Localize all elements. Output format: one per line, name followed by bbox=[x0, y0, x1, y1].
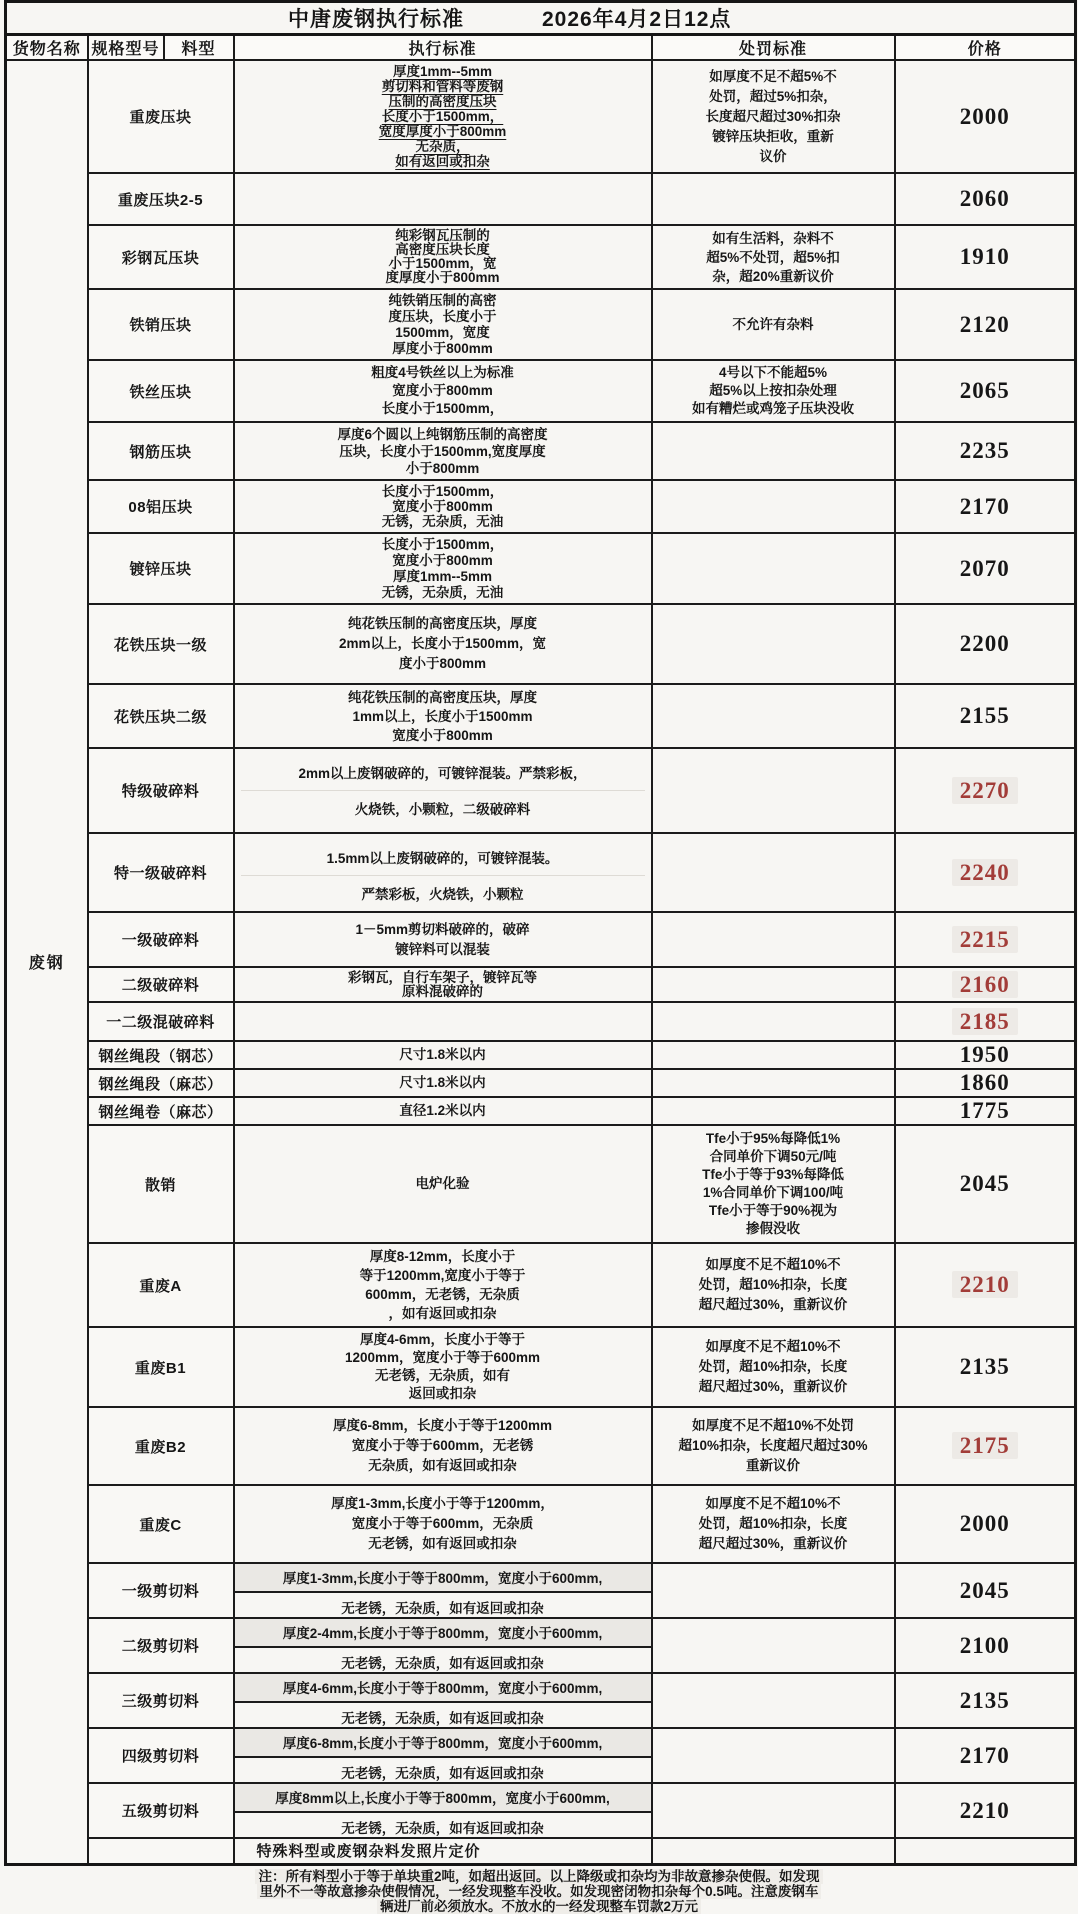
price-value: 2155 bbox=[959, 703, 1010, 728]
table-row bbox=[6, 289, 1076, 360]
table-row bbox=[6, 1097, 1076, 1125]
cell-text-line: 超尺超过30%，重新议价 bbox=[698, 1297, 848, 1312]
exec-standard-cell bbox=[234, 1097, 652, 1125]
cell-text-line: 无杂质，如有返回或扣杂 bbox=[368, 1458, 517, 1473]
table-row bbox=[6, 225, 1076, 289]
cell-text-line: 严禁彩板，火烧铁，小颗粒 bbox=[361, 887, 524, 902]
cell-text-line: 无老锈，无杂质，如有 bbox=[375, 1368, 510, 1383]
table-row bbox=[6, 360, 1076, 422]
cell-text-line: 宽度小于800mm bbox=[392, 727, 493, 743]
col-header-exec-standard: 执行标准 bbox=[234, 35, 652, 61]
cell-text-line: 1.5mm以上废钢破碎的，可镀锌混装。 bbox=[241, 840, 645, 876]
exec-standard-cell bbox=[234, 422, 652, 480]
cell-text-line: 超5%不处罚，超5%扣 bbox=[706, 249, 840, 265]
cell-text-line: 处罚，超10%扣杂，长度 bbox=[698, 1277, 848, 1292]
cell-text-line: 4号以下不能超5% bbox=[718, 365, 828, 380]
material-type-cell: 彩钢瓦压块 bbox=[88, 225, 234, 289]
price-cell bbox=[895, 422, 1076, 480]
cell-text-line: 无老锈，如有返回或扣杂 bbox=[368, 1536, 517, 1551]
exec-standard-cell bbox=[234, 604, 652, 684]
special-pricing-cell: 特殊料型或废钢杂料发照片定价 bbox=[234, 1838, 652, 1864]
table-row bbox=[6, 1327, 1076, 1407]
table-row bbox=[6, 1728, 1076, 1783]
penalty-standard-cell bbox=[652, 912, 895, 967]
cell-text-line: 小于1500mm，宽 bbox=[388, 256, 497, 271]
penalty-standard-cell bbox=[652, 225, 895, 289]
price-cell bbox=[895, 360, 1076, 422]
exec-standard-cell bbox=[234, 1618, 652, 1673]
material-type-cell: 二级剪切料 bbox=[88, 1618, 234, 1673]
price-value: 2135 bbox=[959, 1354, 1010, 1379]
material-type-cell: 散销 bbox=[88, 1125, 234, 1243]
penalty-standard-cell bbox=[652, 1563, 895, 1618]
price-value: 2045 bbox=[959, 1171, 1010, 1196]
table-row bbox=[6, 480, 1076, 533]
cell-text-line: 纯彩钢瓦压制的 bbox=[395, 228, 490, 243]
footnote-line: 辆进厂前必须放水。不放水的一经发现整车罚款2万元 bbox=[4, 1899, 1074, 1914]
price-cell bbox=[895, 225, 1076, 289]
price-cell bbox=[895, 173, 1076, 225]
penalty-standard-cell bbox=[652, 360, 895, 422]
penalty-standard-cell bbox=[652, 422, 895, 480]
price-cell bbox=[895, 604, 1076, 684]
material-type-cell: 钢丝绳段（麻芯） bbox=[88, 1069, 234, 1097]
table-row bbox=[6, 1783, 1076, 1838]
material-type-cell: 重废压块 bbox=[88, 60, 234, 173]
material-type-cell: 特一级破碎料 bbox=[88, 833, 234, 912]
table-row bbox=[6, 833, 1076, 912]
cell-text-line: 厚度4-6mm，长度小于等于 bbox=[359, 1332, 526, 1347]
table-row bbox=[6, 604, 1076, 684]
cell-text-line: 议价 bbox=[759, 148, 787, 164]
price-cell bbox=[895, 684, 1076, 748]
price-value: 2065 bbox=[959, 378, 1010, 403]
price-cell bbox=[895, 1673, 1076, 1728]
material-type-cell: 重废B2 bbox=[88, 1407, 234, 1485]
cell-text-line: 彩钢瓦，自行车架子，镀锌瓦等 bbox=[348, 969, 537, 985]
table-row bbox=[6, 60, 1076, 173]
cell-text-line: 600mm，无老锈，无杂质 bbox=[365, 1287, 520, 1302]
cell-text-line: 厚度2-4mm,长度小于等于800mm，宽度小于600mm, bbox=[235, 1619, 651, 1648]
table-row bbox=[6, 1069, 1076, 1097]
exec-standard-cell bbox=[234, 225, 652, 289]
cell-text-line: 电炉化验 bbox=[415, 1176, 470, 1191]
price-cell bbox=[895, 1563, 1076, 1618]
cell-text-line: 长度小于1500mm， bbox=[381, 109, 504, 124]
material-type-cell: 重废压块2-5 bbox=[88, 173, 234, 225]
cell-text-line: 长度超尺超过30%扣杂 bbox=[705, 108, 841, 124]
cell-text-line: 如有生活料，杂料不 bbox=[712, 230, 834, 246]
cell-text-line: 超10%扣杂，长度超尺超过30% bbox=[678, 1438, 868, 1453]
footnote-line: 注：所有料型小于等于单块重2吨，如超出返回。以上降级或扣杂均为非故意掺杂使假。如发现 bbox=[4, 1869, 1074, 1884]
material-type-cell: 重废A bbox=[88, 1243, 234, 1327]
penalty-standard-cell bbox=[652, 967, 895, 1002]
cell-text-line: 厚度6-8mm,长度小于等于800mm，宽度小于600mm, bbox=[235, 1729, 651, 1758]
footnotes bbox=[4, 1866, 1074, 1914]
cell-text-line: 镀锌压块拒收，重新 bbox=[712, 128, 834, 144]
exec-standard-cell bbox=[234, 967, 652, 1002]
exec-standard-cell bbox=[234, 360, 652, 422]
price-cell bbox=[895, 1097, 1076, 1125]
cell-text-line: 如厚度不足不超10%不 bbox=[705, 1339, 841, 1354]
cell-text-line: 无老锈，无杂质，如有返回或扣杂 bbox=[341, 1821, 544, 1836]
cell-text-line: 厚度小于800mm bbox=[392, 340, 493, 356]
price-cell bbox=[895, 533, 1076, 604]
penalty-standard-cell bbox=[652, 533, 895, 604]
cell-text-line: 厚度1mm--5mm bbox=[392, 64, 493, 79]
price-sheet bbox=[4, 0, 1074, 1914]
material-type-cell: 一级破碎料 bbox=[88, 912, 234, 967]
price-value: 1910 bbox=[959, 244, 1010, 269]
goods-category-cell: 废钢 bbox=[6, 60, 88, 1864]
penalty-standard-cell bbox=[652, 1673, 895, 1728]
table-row bbox=[6, 1125, 1076, 1243]
price-value: 2235 bbox=[959, 438, 1010, 463]
cell-text-line: 厚度1-3mm,长度小于等于800mm，宽度小于600mm, bbox=[235, 1564, 651, 1593]
cell-text-line: 超尺超过30%，重新议价 bbox=[698, 1536, 848, 1551]
table-row bbox=[6, 1407, 1076, 1485]
exec-standard-cell bbox=[234, 1125, 652, 1243]
cell-text-line: 如有糟烂或鸡笼子压块没收 bbox=[692, 401, 854, 416]
material-type-cell: 一二级混破碎料 bbox=[88, 1002, 234, 1041]
exec-standard-cell bbox=[234, 1563, 652, 1618]
penalty-standard-cell bbox=[652, 1485, 895, 1563]
price-cell bbox=[895, 1002, 1076, 1041]
price-cell bbox=[895, 1407, 1076, 1485]
cell-text-line: Tfe小于等于93%每降低 bbox=[702, 1167, 844, 1182]
cell-text-line: 如厚度不足不超10%不处罚 bbox=[691, 1418, 855, 1433]
footnote-line: 里外不一等故意掺杂使假情况，一经发现整车没收。如发现密闭物扣杂每个0.5吨。注意废钢车 bbox=[4, 1884, 1074, 1899]
price-value: 2200 bbox=[959, 631, 1010, 656]
exec-standard-cell bbox=[234, 1041, 652, 1069]
cell-text-line: 度厚度小于800mm bbox=[385, 270, 500, 285]
price-value: 2000 bbox=[959, 103, 1010, 129]
table-row bbox=[6, 1485, 1076, 1563]
material-type-cell: 重废C bbox=[88, 1485, 234, 1563]
table-row bbox=[6, 684, 1076, 748]
cell-text-line: 重新议价 bbox=[746, 1458, 800, 1473]
cell-text-line: 尺寸1.8米以内 bbox=[399, 1047, 486, 1062]
cell-text-line: 1mm以上，长度小于1500mm bbox=[352, 708, 533, 724]
cell-text-line: 厚度8-12mm，长度小于 bbox=[369, 1249, 516, 1264]
material-type-cell: 重废B1 bbox=[88, 1327, 234, 1407]
penalty-standard-cell bbox=[652, 1041, 895, 1069]
cell-text-line: 粗度4号铁丝以上为标准 bbox=[371, 365, 514, 380]
cell-text-line: 宽度小于800mm bbox=[392, 383, 493, 398]
cell-text-line: 无锈，无杂质，无油 bbox=[381, 514, 504, 529]
material-type-cell: 一级剪切料 bbox=[88, 1563, 234, 1618]
penalty-standard-cell bbox=[652, 748, 895, 833]
cell-text-line: 无老锈，无杂质，如有返回或扣杂 bbox=[341, 1766, 544, 1781]
cell-text-line: 直径1.2米以内 bbox=[399, 1103, 486, 1118]
report-datetime: 2026年4月2日12点 bbox=[542, 8, 732, 31]
price-value: 2170 bbox=[959, 1742, 1010, 1768]
cell-text-line: 返回或扣杂 bbox=[408, 1386, 477, 1401]
price-cell bbox=[895, 1618, 1076, 1673]
table-row bbox=[6, 422, 1076, 480]
material-type-cell: 二级破碎料 bbox=[88, 967, 234, 1002]
cell-text-line: Tfe小于等于90%视为 bbox=[708, 1203, 838, 1218]
cell-text-line: 1－5mm剪切料破碎的，破碎 bbox=[355, 921, 530, 937]
cell-text-line: 无锈，无杂质，无油 bbox=[381, 584, 504, 600]
table-row bbox=[6, 1243, 1076, 1327]
price-cell bbox=[895, 1728, 1076, 1783]
penalty-standard-cell bbox=[652, 1327, 895, 1407]
cell-text-line: 纯花铁压制的高密度压块，厚度 bbox=[348, 616, 537, 631]
cell-text-line: 处罚，超10%扣杂，长度 bbox=[698, 1516, 848, 1531]
cell-text-line: 宽度厚度小于800mm bbox=[378, 124, 507, 139]
table-row bbox=[6, 173, 1076, 225]
price-cell bbox=[895, 1327, 1076, 1407]
cell-text-line: 长度小于1500mm， bbox=[381, 484, 504, 499]
exec-standard-cell bbox=[234, 60, 652, 173]
col-header-material-type: 料型 bbox=[164, 35, 234, 61]
price-value: 2060 bbox=[959, 186, 1010, 211]
cell-text-line: 掺假没收 bbox=[746, 1221, 800, 1236]
material-type-cell: 四级剪切料 bbox=[88, 1728, 234, 1783]
exec-standard-cell bbox=[234, 684, 652, 748]
cell-text-line: 如有返回或扣杂 bbox=[395, 154, 490, 169]
table-row bbox=[6, 533, 1076, 604]
exec-standard-cell bbox=[234, 1327, 652, 1407]
price-value: 2270 bbox=[952, 777, 1018, 804]
table-row bbox=[6, 1618, 1076, 1673]
price-cell bbox=[895, 1243, 1076, 1327]
price-cell bbox=[895, 1485, 1076, 1563]
cell-text-line: 厚度1mm--5mm bbox=[392, 568, 493, 584]
material-type-cell: 08铝压块 bbox=[88, 480, 234, 533]
price-cell bbox=[895, 1069, 1076, 1097]
table-row bbox=[6, 967, 1076, 1002]
cell-text-line: 合同单价下调50元/吨 bbox=[709, 1149, 837, 1164]
table-row bbox=[6, 912, 1076, 967]
cell-text-line: 厚度6个圆以上纯钢筋压制的高密度 bbox=[337, 426, 548, 442]
cell-text-line: 处罚，超过5%扣杂， bbox=[709, 88, 837, 104]
cell-text-line: 1500mm，宽度 bbox=[395, 324, 490, 340]
cell-text-line: 厚度8mm以上,长度小于等于800mm，宽度小于600mm, bbox=[235, 1784, 651, 1813]
cell-text-line: 纯铁销压制的高密 bbox=[388, 292, 497, 308]
cell-text-line: 超尺超过30%，重新议价 bbox=[698, 1379, 848, 1394]
cell-text-line: 度压块，长度小于 bbox=[388, 308, 497, 324]
cell-text-line: 高密度压块长度 bbox=[395, 242, 490, 257]
table-row bbox=[6, 748, 1076, 833]
cell-text-line: 火烧铁，小颗粒，二级破碎料 bbox=[354, 802, 531, 817]
cell-text-line: ，如有返回或扣杂 bbox=[388, 1306, 497, 1321]
penalty-standard-cell bbox=[652, 1002, 895, 1041]
penalty-standard-cell bbox=[652, 1097, 895, 1125]
material-type-cell: 钢丝绳段（钢芯） bbox=[88, 1041, 234, 1069]
cell-text-line: 杂，超20%重新议价 bbox=[712, 268, 834, 284]
price-value: 2210 bbox=[959, 1797, 1010, 1823]
exec-standard-cell bbox=[234, 912, 652, 967]
price-value: 2070 bbox=[959, 555, 1010, 581]
price-cell bbox=[895, 748, 1076, 833]
penalty-standard-cell bbox=[652, 60, 895, 173]
penalty-standard-cell bbox=[652, 1728, 895, 1783]
price-value: 2120 bbox=[959, 311, 1010, 337]
material-type-cell: 钢丝绳卷（麻芯） bbox=[88, 1097, 234, 1125]
cell-text-line: 长度小于1500mm， bbox=[381, 536, 504, 552]
cell-text-line: 剪切料和管料等废钢 bbox=[381, 79, 504, 94]
exec-standard-cell bbox=[234, 1728, 652, 1783]
cell-text-line: 压块，长度小于1500mm,宽度厚度 bbox=[339, 443, 546, 459]
material-type-cell: 铁销压块 bbox=[88, 289, 234, 360]
material-type-cell: 花铁压块一级 bbox=[88, 604, 234, 684]
penalty-standard-cell bbox=[652, 480, 895, 533]
price-cell bbox=[895, 1041, 1076, 1069]
price-value: 2100 bbox=[959, 1632, 1010, 1658]
material-type-cell: 三级剪切料 bbox=[88, 1673, 234, 1728]
cell-text-line: 宽度小于等于600mm，无杂质 bbox=[351, 1516, 534, 1531]
price-cell bbox=[895, 1125, 1076, 1243]
penalty-standard-cell bbox=[652, 1125, 895, 1243]
table-row bbox=[6, 1673, 1076, 1728]
material-type-cell: 特级破碎料 bbox=[88, 748, 234, 833]
price-value: 1775 bbox=[959, 1098, 1010, 1123]
exec-standard-cell bbox=[234, 480, 652, 533]
cell-text-line: 如厚度不足不超5%不 bbox=[709, 68, 837, 84]
price-value: 2160 bbox=[952, 971, 1018, 998]
cell-text-line: 2mm以上废钢破碎的，可镀锌混装。严禁彩板， bbox=[241, 755, 645, 791]
cell-text-line: 镀锌料可以混装 bbox=[395, 941, 490, 957]
price-value: 2210 bbox=[952, 1271, 1018, 1298]
col-header-price: 价格 bbox=[895, 35, 1076, 61]
material-type-cell: 五级剪切料 bbox=[88, 1783, 234, 1838]
cell-text-line: 厚度4-6mm,长度小于等于800mm，宽度小于600mm, bbox=[235, 1674, 651, 1703]
exec-standard-cell bbox=[234, 1673, 652, 1728]
cell-text-line: 度小于800mm bbox=[398, 656, 487, 671]
cell-text-line: Tfe小于95%每降低1% bbox=[705, 1131, 841, 1146]
exec-standard-cell bbox=[234, 1783, 652, 1838]
exec-standard-cell bbox=[234, 833, 652, 912]
penalty-standard-cell bbox=[652, 1783, 895, 1838]
cell-text-line: 宽度小于800mm bbox=[392, 499, 493, 514]
exec-standard-cell bbox=[234, 1002, 652, 1041]
price-cell bbox=[895, 480, 1076, 533]
price-value: 2185 bbox=[952, 1008, 1018, 1035]
price-value: 2045 bbox=[959, 1577, 1010, 1603]
exec-standard-cell bbox=[234, 1243, 652, 1327]
price-table bbox=[4, 0, 1077, 1866]
cell-text-line: 如厚度不足不超10%不 bbox=[705, 1257, 841, 1272]
cell-text-line: 处罚，超10%扣杂，长度 bbox=[698, 1359, 848, 1374]
cell-text-line: 如厚度不足不超10%不 bbox=[705, 1496, 841, 1511]
exec-standard-cell bbox=[234, 533, 652, 604]
penalty-standard-cell bbox=[652, 684, 895, 748]
penalty-standard-cell bbox=[652, 1407, 895, 1485]
table-row bbox=[6, 1563, 1076, 1618]
price-value: 2000 bbox=[959, 1511, 1010, 1536]
material-type-cell: 钢筋压块 bbox=[88, 422, 234, 480]
cell-text-line: 长度小于1500mm， bbox=[381, 401, 504, 416]
penalty-standard-cell bbox=[652, 1069, 895, 1097]
exec-standard-cell bbox=[234, 289, 652, 360]
material-type-cell: 镀锌压块 bbox=[88, 533, 234, 604]
penalty-standard-cell bbox=[652, 289, 895, 360]
exec-standard-cell bbox=[234, 1407, 652, 1485]
price-value: 2170 bbox=[959, 493, 1010, 519]
cell-text-line: 1200mm，宽度小于等于600mm bbox=[344, 1350, 541, 1365]
price-cell bbox=[895, 1783, 1076, 1838]
penalty-standard-cell bbox=[652, 1618, 895, 1673]
penalty-standard-cell bbox=[652, 1243, 895, 1327]
material-type-cell: 花铁压块二级 bbox=[88, 684, 234, 748]
material-type-cell: 铁丝压块 bbox=[88, 360, 234, 422]
table-row bbox=[6, 1002, 1076, 1041]
cell-text-line: 不允许有杂料 bbox=[732, 316, 814, 332]
price-value: 2175 bbox=[952, 1432, 1018, 1459]
col-header-spec-model: 规格型号 bbox=[88, 35, 164, 61]
cell-text-line: 无老锈，无杂质，如有返回或扣杂 bbox=[341, 1711, 544, 1726]
cell-text-line: 1%合同单价下调100/吨 bbox=[702, 1185, 844, 1200]
exec-standard-cell bbox=[234, 173, 652, 225]
cell-text-line: 2mm以上，长度小于1500mm，宽 bbox=[338, 636, 547, 651]
price-value: 2135 bbox=[959, 1687, 1010, 1713]
price-cell bbox=[895, 289, 1076, 360]
col-header-penalty-standard: 处罚标准 bbox=[652, 35, 895, 61]
price-cell bbox=[895, 912, 1076, 967]
exec-standard-cell bbox=[234, 1069, 652, 1097]
col-header-goods-name: 货物名称 bbox=[6, 35, 88, 61]
price-cell bbox=[895, 833, 1076, 912]
price-value: 1860 bbox=[959, 1070, 1010, 1095]
penalty-standard-cell bbox=[652, 833, 895, 912]
column-header-row bbox=[6, 35, 1076, 61]
penalty-standard-cell bbox=[652, 604, 895, 684]
price-value: 2240 bbox=[952, 859, 1018, 886]
penalty-standard-cell bbox=[652, 173, 895, 225]
title-row bbox=[6, 2, 1076, 35]
page-title: 中唐废钢执行标准 bbox=[288, 8, 464, 31]
cell-text-line: 超5%以上按扣杂处理 bbox=[709, 383, 837, 398]
cell-text-line: 等于1200mm,宽度小于等于 bbox=[359, 1268, 526, 1283]
table-row bbox=[6, 1041, 1076, 1069]
exec-standard-cell bbox=[234, 748, 652, 833]
cell-text-line: 压制的高密度压块 bbox=[388, 94, 497, 109]
cell-text-line: 无老锈，无杂质，如有返回或扣杂 bbox=[341, 1601, 544, 1616]
cell-text-line: 厚度6-8mm，长度小于等于1200mm bbox=[332, 1418, 553, 1433]
cell-text-line: 小于800mm bbox=[405, 460, 480, 476]
cell-text-line: 厚度1-3mm,长度小于等于1200mm， bbox=[331, 1496, 554, 1511]
price-value: 2215 bbox=[952, 926, 1018, 953]
price-value: 1950 bbox=[959, 1042, 1010, 1067]
cell-text-line: 尺寸1.8米以内 bbox=[399, 1075, 486, 1090]
cell-text-line: 无老锈，无杂质，如有返回或扣杂 bbox=[341, 1656, 544, 1671]
cell-text-line: 无杂质， bbox=[415, 139, 470, 154]
cell-text-line: 原料混破碎的 bbox=[402, 983, 483, 999]
price-cell bbox=[895, 967, 1076, 1002]
cell-text-line: 纯花铁压制的高密度压块，厚度 bbox=[348, 689, 537, 705]
cell-text-line: 宽度小于等于600mm，无老锈 bbox=[351, 1438, 534, 1453]
price-cell bbox=[895, 60, 1076, 173]
cell-text-line: 宽度小于800mm bbox=[392, 552, 493, 568]
exec-standard-cell bbox=[234, 1485, 652, 1563]
